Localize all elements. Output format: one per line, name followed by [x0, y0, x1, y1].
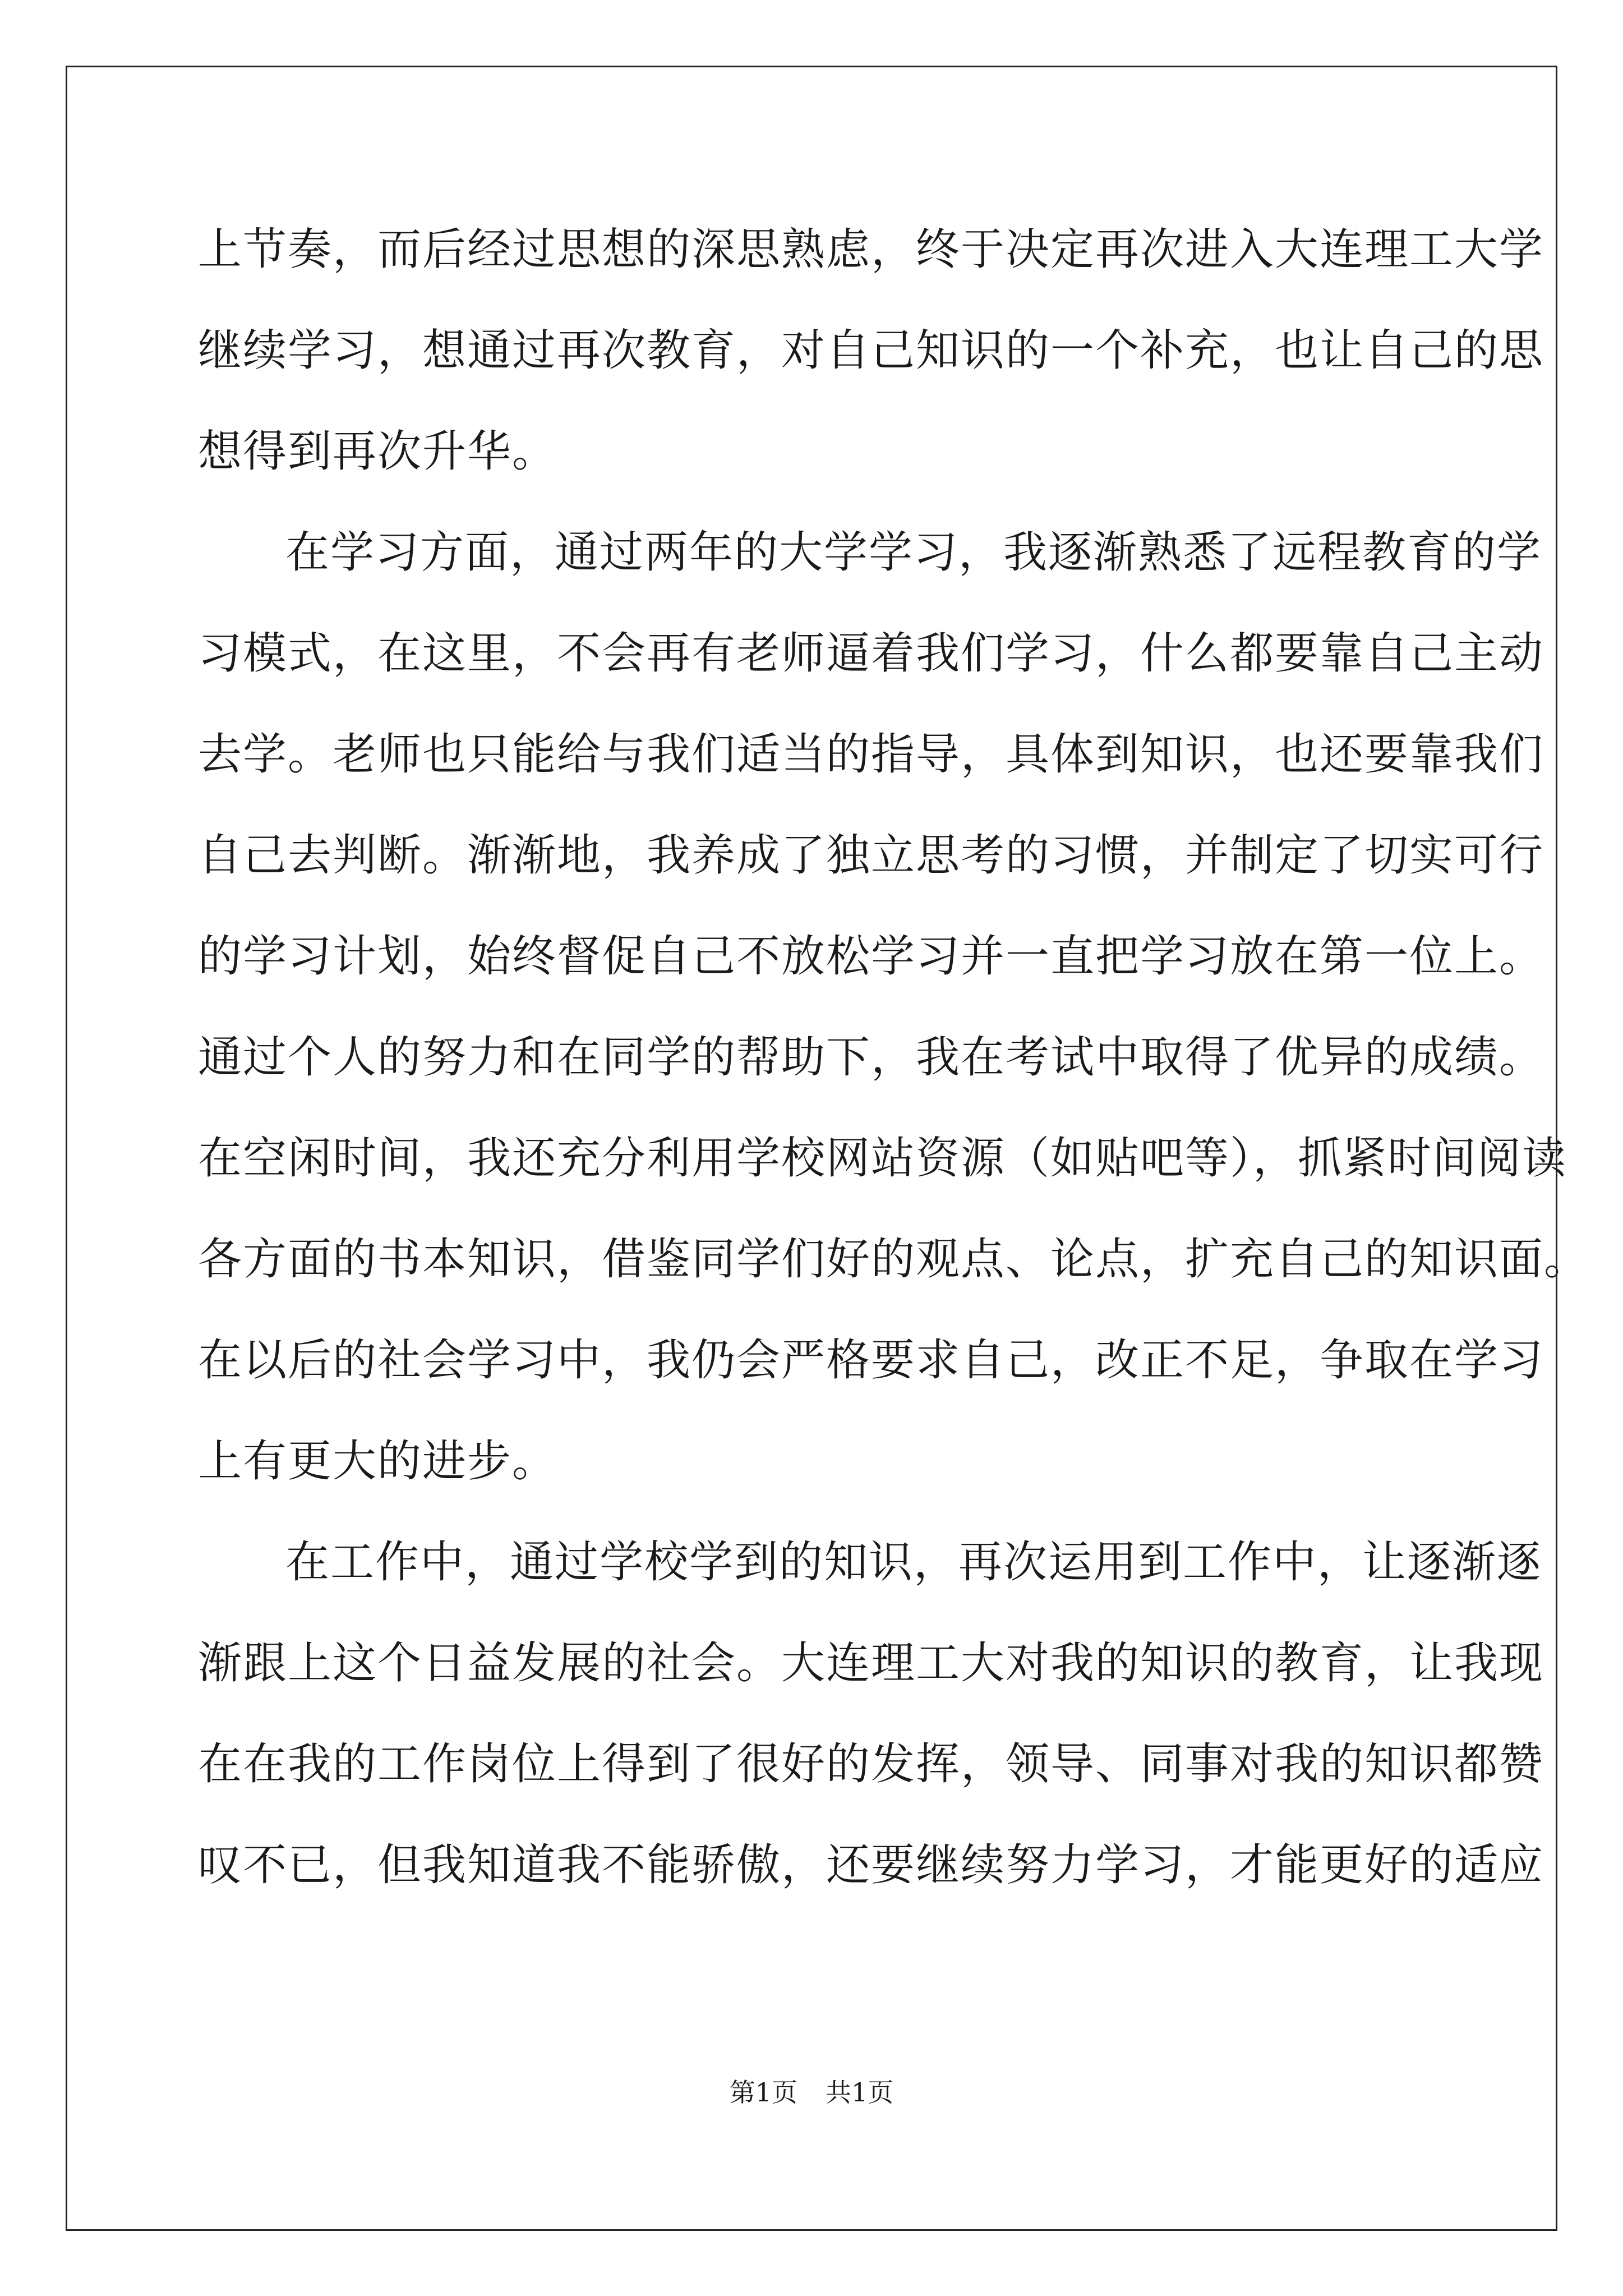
text-line: 上有更大的进步。	[198, 1436, 557, 1487]
text-line: 去学。老师也只能给与我们适当的指导，具体到知识，也还要靠我们	[198, 729, 1544, 780]
text-line: 通过个人的努力和在同学的帮助下，我在考试中取得了优异的成绩。	[198, 1032, 1544, 1083]
text-line: 在在我的工作岗位上得到了很好的发挥，领导、同事对我的知识都赞	[198, 1739, 1544, 1789]
text-line: 在以后的社会学习中，我仍会严格要求自己，改正不足，争取在学习	[198, 1335, 1544, 1386]
text-line: 继续学习，想通过再次教育，对自己知识的一个补充，也让自己的思	[198, 325, 1544, 376]
text-line: 上节奏，而后经过思想的深思熟虑，终于决定再次进入大连理工大学	[198, 224, 1544, 275]
text-line: 渐跟上这个日益发展的社会。大连理工大对我的知识的教育，让我现	[198, 1638, 1544, 1688]
text-line: 各方面的书本知识，借鉴同学们好的观点、论点，扩充自己的知识面。	[198, 1234, 1589, 1285]
text-line: 的学习计划，始终督促自己不放松学习并一直把学习放在第一位上。	[198, 931, 1544, 982]
page-number: 第1页	[729, 2077, 797, 2108]
document-body	[198, 199, 1589, 1916]
page-footer	[0, 2076, 1623, 2109]
paragraph-first-line: 在学习方面，通过两年的大学学习，我逐渐熟悉了远程教育的学	[285, 527, 1542, 578]
page-total: 共1页	[826, 2077, 894, 2108]
text-line: 自己去判断。渐渐地，我养成了独立思考的习惯，并制定了切实可行	[198, 830, 1544, 881]
text-line: 在空闲时间，我还充分利用学校网站资源（如贴吧等），抓紧时间阅读	[198, 1133, 1567, 1184]
text-line: 叹不已，但我知道我不能骄傲，还要继续努力学习，才能更好的适应	[198, 1840, 1544, 1890]
text-line: 习模式，在这里，不会再有老师逼着我们学习，什么都要靠自己主动	[198, 628, 1544, 679]
paragraph-first-line: 在工作中，通过学校学到的知识，再次运用到工作中，让逐渐逐	[285, 1537, 1542, 1588]
text-line: 想得到再次升华。	[198, 426, 557, 477]
